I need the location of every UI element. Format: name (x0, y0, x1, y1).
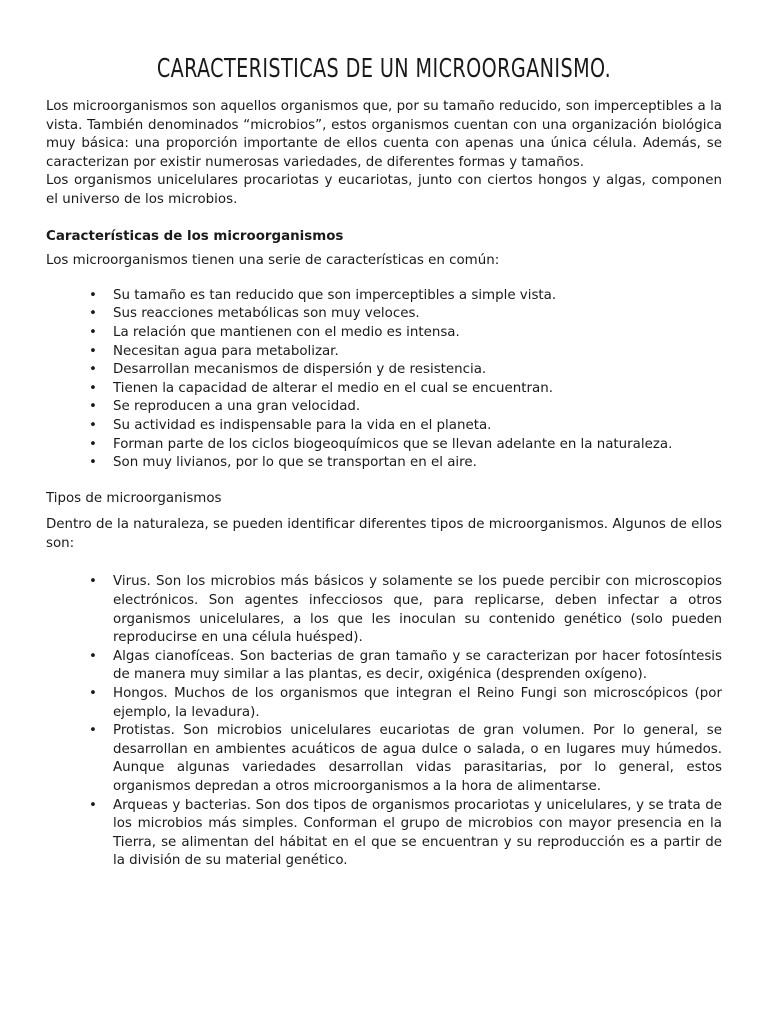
characteristics-lead: Los microorganismos tienen una serie de características en común: (46, 253, 500, 269)
bullet-icon: • (89, 399, 97, 415)
characteristics-list (46, 287, 722, 473)
bullet-icon: • (89, 324, 97, 340)
types-lead: Dentro de la naturaleza, se pueden identificar diferentes tipos de microorganismos. Algunos de ellos son: (46, 517, 722, 551)
types-heading: Tipos de microorganismos (46, 490, 222, 506)
bullet-icon: • (89, 723, 97, 739)
list-item (68, 287, 722, 306)
list-item-text: La relación que mantienen con el medio es intensa. (113, 324, 460, 340)
list-item-text: Virus. Son los microbios más básicos y solamente se los puede percibir con microscopios electrónicos. Son agentes infecciosos que, para replicarse, deben infectar a otros organismos unicelulares, a los que les inoculan su contenido genético (solo pueden reproducirse en una célula huésped). (113, 574, 722, 646)
list-item-text: Desarrollan mecanismos de dispersión y de resistencia. (113, 362, 487, 378)
list-item (68, 324, 722, 343)
list-item-text: Algas cianofíceas. Son bacterias de gran tamaño y se caracterizan por hacer fotosíntesis de manera muy similar a las plantas, es decir, oxigénica (desprenden oxígeno). (113, 648, 722, 683)
list-item-text: Su actividad es indispensable para la vida en el planeta. (113, 417, 492, 433)
intro-section (46, 98, 722, 210)
bullet-icon: • (89, 306, 97, 322)
list-item (68, 685, 722, 722)
list-item (68, 417, 722, 436)
list-item (68, 343, 722, 362)
list-item-text: Su tamaño es tan reducido que son imperceptibles a simple vista. (113, 287, 557, 303)
list-item (68, 436, 722, 455)
bullet-icon: • (89, 686, 97, 702)
list-item-text: Necesitan agua para metabolizar. (113, 343, 339, 359)
characteristics-heading: Características de los microorganismos (46, 228, 344, 244)
list-item (68, 398, 722, 417)
list-item-text: Hongos. Muchos de los organismos que integran el Reino Fungi son microscópicos (por ejemplo, la levadura). (113, 686, 722, 720)
list-item (68, 722, 722, 796)
bullet-icon: • (89, 380, 97, 396)
list-item-text: Se reproducen a una gran velocidad. (113, 399, 361, 415)
list-item-text: Forman parte de los ciclos biogeoquímicos que se llevan adelante en la naturaleza. (113, 436, 673, 452)
document-page (46, 0, 722, 871)
bullet-icon: • (89, 436, 97, 452)
list-item (68, 305, 722, 324)
bullet-icon: • (89, 417, 97, 433)
list-item (68, 648, 722, 685)
bullet-icon: • (89, 648, 97, 664)
list-item (68, 380, 722, 399)
page-title: CARACTERISTICAS DE UN MICROORGANISMO. (156, 54, 612, 84)
bullet-icon: • (89, 574, 97, 590)
list-item (68, 573, 722, 647)
list-item-text: Arqueas y bacterias. Son dos tipos de organismos procariotas y unicelulares, y se trata de los microbios más simples. Conforman el grupo de microbios con mayor presencia en la Tierra, se alimentan del hábitat en el que se encuentran y su reproducción es a partir de la división de su material genético. (113, 797, 722, 869)
types-list (46, 573, 722, 871)
intro-paragraph: Los microorganismos son aquellos organismos que, por su tamaño reducido, son imperceptibles a la vista. También denominados “microbios”, estos organismos cuentan con una organización biológica muy básica: una proporción importante de ellos cuenta con apenas una única célula. Además, se caracterizan por existir numerosas variedades, de diferentes formas y tamaños. (46, 99, 722, 170)
bullet-icon: • (89, 362, 97, 378)
bullet-icon: • (89, 797, 97, 813)
list-item-text: Protistas. Son microbios unicelulares eucariotas de gran volumen. Por lo general, se desarrollan en ambientes acuáticos de agua dulce o salada, o en lugares muy húmedos. Aunque algunas variedades desarrollan vidas parasitarias, por lo general, estos organismos depredan a otros microorganismos a la hora de alimentarse. (113, 723, 722, 794)
bullet-icon: • (89, 455, 97, 471)
list-item (68, 797, 722, 871)
list-item (68, 454, 722, 473)
list-item-text: Tienen la capacidad de alterar el medio en el cual se encuentran. (113, 380, 553, 396)
bullet-icon: • (89, 343, 97, 359)
intro-paragraph: Los organismos unicelulares procariotas y eucariotas, junto con ciertos hongos y algas, componen el universo de los microbios. (46, 173, 722, 207)
list-item-text: Sus reacciones metabólicas son muy veloces. (113, 306, 420, 322)
list-item-text: Son muy livianos, por lo que se transportan en el aire. (113, 455, 477, 471)
list-item (68, 361, 722, 380)
bullet-icon: • (89, 287, 97, 303)
